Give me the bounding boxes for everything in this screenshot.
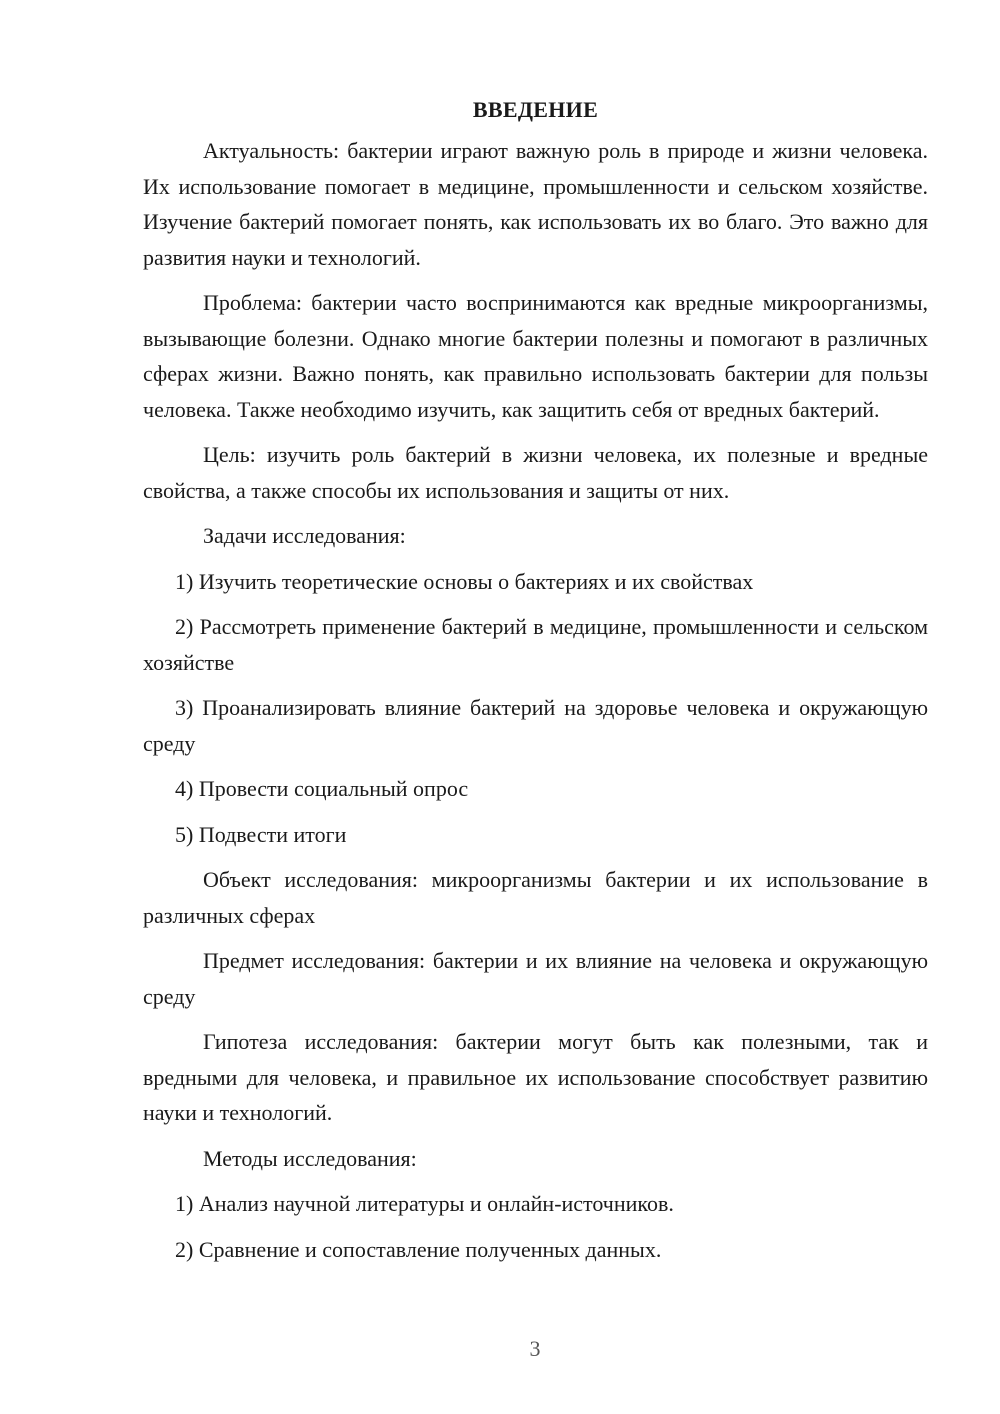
list-item-task-5: 5) Подвести итоги xyxy=(175,821,347,847)
paragraph-hypothesis: Гипотеза исследования: бактерии могут быть как полезными, так и вредными для человека, и правильное их использование способствует развитию науки и технологий. xyxy=(143,1029,928,1125)
list-item-task-4: 4) Провести социальный опрос xyxy=(175,776,469,801)
page-title: ВВЕДЕНИЕ xyxy=(472,97,599,122)
paragraph-object: Объект исследования: микроорганизмы бактерии и их использование в различных сферах xyxy=(143,867,928,928)
list-item-task-2: 2) Рассмотреть применение бактерий в медицине, промышленности и сельском хозяйстве xyxy=(143,614,928,675)
list-item-task-1: 1) Изучить теоретические основы о бактериях и их свойствах xyxy=(175,568,754,594)
list-item-method-1: 1) Анализ научной литературы и онлайн-источников. xyxy=(175,1191,674,1216)
paragraph-methods-heading: Методы исследования: xyxy=(203,1145,417,1171)
list-item-method-2: 2) Сравнение и сопоставление полученных данных. xyxy=(175,1236,662,1262)
paragraph-subject: Предмет исследования: бактерии и их влияние на человека и окружающую среду xyxy=(143,948,928,1009)
paragraph-goal: Цель: изучить роль бактерий в жизни человека, их полезные и вредные свойства, а также способы их использования и защиты от них. xyxy=(143,442,928,503)
document-page xyxy=(143,92,928,1267)
paragraph-problem: Проблема: бактерии часто воспринимаются как вредные микроорганизмы, вызывающие болезни. Однако многие бактерии полезны и помогают в различных сферах жизни. Важно понять, как правильно использовать бактерии для пользы человека. Также необходимо изучить, как защитить себя от вредных бактерий. xyxy=(143,290,928,422)
page-number: 3 xyxy=(529,1336,541,1361)
list-item-task-3: 3) Проанализировать влияние бактерий на здоровье человека и окружающую среду xyxy=(143,695,928,756)
paragraph-relevance: Актуальность: бактерии играют важную роль в природе и жизни человека. Их использование помогает в медицине, промышленности и сельском хозяйстве. Изучение бактерий помогает понять, как использовать их во благо. Это важно для развития науки и технологий. xyxy=(143,138,928,270)
paragraph-tasks-heading: Задачи исследования: xyxy=(203,523,406,548)
